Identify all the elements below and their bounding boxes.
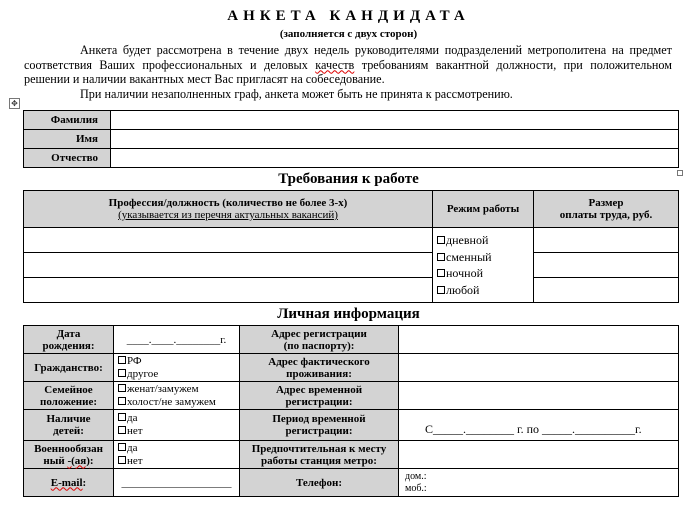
salary-column-header bbox=[534, 191, 679, 228]
intro-paragraph-2: При наличии незаполненных граф, анкета может быть не принята к рассмотрению. bbox=[80, 86, 513, 101]
salary-header-line-1: Размер bbox=[588, 197, 624, 209]
children-yes-checkbox[interactable]: да bbox=[118, 412, 239, 425]
military-options bbox=[114, 441, 240, 469]
salary-field-3[interactable] bbox=[534, 278, 679, 303]
work-requirements-table bbox=[23, 190, 679, 303]
actual-address-label-line-2: проживания: bbox=[286, 367, 352, 380]
email-label-text: E-mail bbox=[50, 476, 83, 489]
citizenship-options bbox=[114, 354, 240, 382]
registration-label-line-2: (по паспорту): bbox=[283, 339, 355, 352]
patronymic-label: Отчество bbox=[24, 149, 111, 168]
metro-label-line-2: работы станция метро: bbox=[261, 454, 377, 467]
table-row bbox=[24, 469, 679, 497]
temp-period-field[interactable]: С_____.________ г. по _____.__________г. bbox=[399, 410, 679, 441]
children-label-line-1: Наличие bbox=[46, 413, 91, 425]
military-label-line-2 bbox=[24, 455, 113, 467]
children-label bbox=[24, 410, 114, 441]
first-name-label: Имя bbox=[24, 130, 111, 149]
phone-mobile-field[interactable]: моб.: bbox=[405, 482, 427, 494]
phone-fields bbox=[399, 469, 679, 497]
temp-address-field[interactable] bbox=[399, 382, 679, 410]
registration-address-label bbox=[240, 326, 399, 354]
profession-field-1[interactable] bbox=[24, 228, 433, 253]
intro-p1-part-a: Анкета будет рассмотрена в течение двух недель руководителями подразделений метрополитена на предмет соответствия Ваших профессиональных и деловых bbox=[24, 43, 672, 72]
email-label-colon: : bbox=[82, 476, 87, 489]
military-label bbox=[24, 441, 114, 469]
work-mode-day-checkbox[interactable]: дневной bbox=[437, 232, 533, 249]
table-row bbox=[24, 441, 679, 469]
table-row bbox=[24, 228, 679, 253]
profession-field-2[interactable] bbox=[24, 253, 433, 278]
citizenship-label: Гражданство: bbox=[24, 354, 114, 382]
table-row bbox=[24, 130, 679, 149]
phone-home-field[interactable]: дом.: bbox=[405, 470, 427, 482]
temp-address-label-line-2: регистрации: bbox=[285, 395, 353, 408]
military-label-part-c: : bbox=[89, 454, 94, 467]
temp-address-label-line-1: Адрес временной bbox=[275, 383, 363, 396]
table-row bbox=[24, 410, 679, 441]
table-row bbox=[24, 354, 679, 382]
citizenship-rf-checkbox[interactable]: РФ bbox=[118, 355, 239, 368]
phone-label: Телефон: bbox=[240, 469, 399, 497]
table-row bbox=[24, 111, 679, 130]
profession-column-header bbox=[24, 191, 433, 228]
table-row bbox=[24, 382, 679, 410]
family-married-checkbox[interactable]: женат/замужем bbox=[118, 383, 239, 396]
actual-address-field[interactable] bbox=[399, 354, 679, 382]
salary-header-line-2: оплаты труда, руб. bbox=[559, 209, 653, 221]
email-label bbox=[24, 469, 114, 497]
registration-address-field[interactable] bbox=[399, 326, 679, 354]
military-label-part-b: -(ая) bbox=[67, 454, 90, 467]
salary-field-1[interactable] bbox=[534, 228, 679, 253]
work-mode-options bbox=[433, 228, 534, 303]
work-mode-column-header: Режим работы bbox=[433, 191, 534, 228]
temp-period-label bbox=[240, 410, 399, 441]
metro-station-label bbox=[240, 441, 399, 469]
military-yes-checkbox[interactable]: да bbox=[118, 442, 239, 455]
personal-section-title: Личная информация bbox=[277, 306, 420, 322]
birth-date-label-line-1: Дата bbox=[56, 327, 81, 340]
family-status-options bbox=[114, 382, 240, 410]
work-mode-shift-checkbox[interactable]: сменный bbox=[437, 249, 533, 266]
work-section-title: Требования к работе bbox=[278, 171, 419, 187]
metro-station-field[interactable] bbox=[399, 441, 679, 469]
profession-field-3[interactable] bbox=[24, 278, 433, 303]
work-mode-night-checkbox[interactable]: ночной bbox=[437, 265, 533, 282]
birth-date-label bbox=[24, 326, 114, 354]
military-label-part-a: ный bbox=[43, 454, 68, 467]
metro-label-line-1: Предпочтительная к месту bbox=[251, 442, 387, 455]
intro-paragraph-1 bbox=[24, 43, 672, 87]
family-single-checkbox[interactable]: холост/не замужем bbox=[118, 396, 239, 409]
children-options bbox=[114, 410, 240, 441]
surname-field[interactable] bbox=[111, 111, 679, 130]
temp-address-label bbox=[240, 382, 399, 410]
family-status-label bbox=[24, 382, 114, 410]
form-subtitle: (заполняется с двух сторон) bbox=[279, 28, 418, 40]
temp-period-label-line-1: Период временной bbox=[272, 413, 366, 425]
citizenship-other-checkbox[interactable]: другое bbox=[118, 368, 239, 381]
profession-header-note: (указывается из перечня актуальных вакансий) bbox=[118, 209, 338, 221]
military-no-checkbox[interactable]: нет bbox=[118, 455, 239, 468]
work-mode-any-checkbox[interactable]: любой bbox=[437, 282, 533, 299]
children-label-line-2: детей: bbox=[53, 425, 84, 437]
table-row bbox=[24, 191, 679, 228]
birth-date-label-line-2: рождения: bbox=[42, 339, 95, 352]
military-label-line-1: Военнообязан bbox=[34, 442, 103, 455]
first-name-field[interactable] bbox=[111, 130, 679, 149]
family-status-label-line-1: Семейное bbox=[44, 383, 93, 396]
intro-p1-part-b: требованиям вакантной должности, при положительном решении и наличии вакантных мест Вас пригласят на собеседование. bbox=[24, 57, 672, 86]
intro-p1-misspelled-word: качеств bbox=[315, 57, 355, 72]
actual-address-label-line-1: Адрес фактического bbox=[268, 355, 370, 368]
table-row bbox=[24, 253, 679, 278]
email-field[interactable]: ____________________ bbox=[114, 469, 240, 497]
children-no-checkbox[interactable]: нет bbox=[118, 425, 239, 438]
salary-field-2[interactable] bbox=[534, 253, 679, 278]
form-title: АНКЕТА КАНДИДАТА bbox=[227, 8, 470, 24]
patronymic-field[interactable] bbox=[111, 149, 679, 168]
table-row bbox=[24, 278, 679, 303]
intro-text bbox=[24, 43, 672, 101]
table-move-handle-icon[interactable]: ✥ bbox=[9, 98, 20, 109]
actual-address-label bbox=[240, 354, 399, 382]
birth-date-field[interactable]: ____.____.________г. bbox=[114, 326, 240, 354]
family-status-label-line-2: положение: bbox=[39, 395, 98, 408]
personal-info-table bbox=[23, 325, 679, 497]
name-table bbox=[23, 110, 679, 168]
profession-header-text: Профессия/должность (количество не более 3-х) bbox=[108, 197, 348, 209]
surname-label: Фамилия bbox=[24, 111, 111, 130]
temp-period-label-line-2: регистрации: bbox=[285, 425, 353, 437]
table-row bbox=[24, 149, 679, 168]
table-row bbox=[24, 326, 679, 354]
registration-label-line-1: Адрес регистрации bbox=[271, 327, 367, 340]
